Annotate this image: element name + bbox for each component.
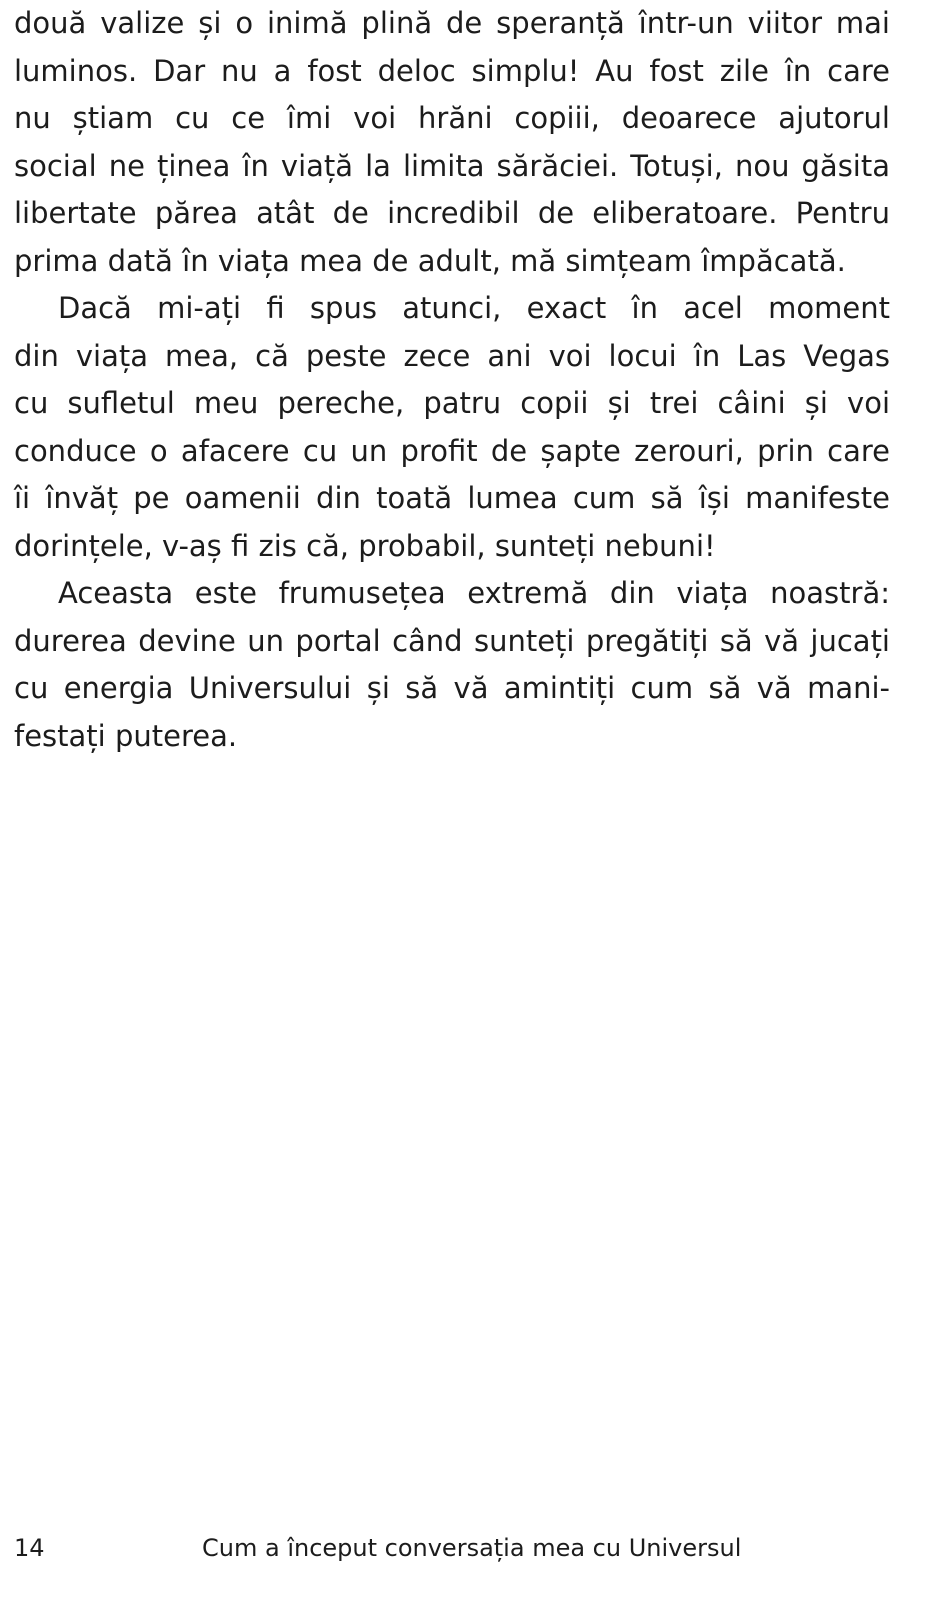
text-line: cu energia Universului și să vă amintiți cum să vă mani- xyxy=(14,671,890,705)
text-line: durerea devine un portal când sunteți pregătiți să vă jucați xyxy=(14,623,890,658)
text-line: social ne ținea în viață la limita sărăciei. Totuși, nou găsita xyxy=(14,148,890,183)
running-title: Cum a început conversația mea cu Universul xyxy=(202,1534,742,1562)
text-line: luminos. Dar nu a fost deloc simplu! Au fost zile în care xyxy=(14,53,890,88)
text-line: nu știam cu ce îmi voi hrăni copiii, deoarece ajutorul xyxy=(14,101,890,135)
text-line: cu sufletul meu pereche, patru copii și trei câini și voi xyxy=(14,386,890,420)
page-body xyxy=(14,0,890,760)
paragraph-3 xyxy=(14,570,890,760)
text-line: libertate părea atât de incredibil de eliberatoare. Pentru xyxy=(14,196,890,230)
text-line: dorințele, v-aș fi zis că, probabil, sunteți nebuni! xyxy=(14,528,716,563)
text-line: îi învăț pe oamenii din toată lumea cum să își manifeste xyxy=(14,481,890,515)
text-line: conduce o afacere cu un profit de șapte zerouri, prin care xyxy=(14,433,890,468)
text-line: prima dată în viața mea de adult, mă simțeam împăcată. xyxy=(14,243,846,278)
text-line: Aceasta este frumusețea extremă din viața noastră: xyxy=(58,576,890,610)
page-number: 14 xyxy=(14,1534,45,1562)
page-footer xyxy=(14,1528,890,1568)
text-line: două valize și o inimă plină de speranță într-un viitor mai xyxy=(14,6,890,40)
text-line: festați puterea. xyxy=(14,718,238,753)
paragraph-2 xyxy=(14,285,890,570)
text-line: Dacă mi-ați fi spus atunci, exact în acel moment xyxy=(58,291,890,325)
paragraph-1 xyxy=(14,0,890,285)
text-line: din viața mea, că peste zece ani voi locui în Las Vegas xyxy=(14,338,890,373)
